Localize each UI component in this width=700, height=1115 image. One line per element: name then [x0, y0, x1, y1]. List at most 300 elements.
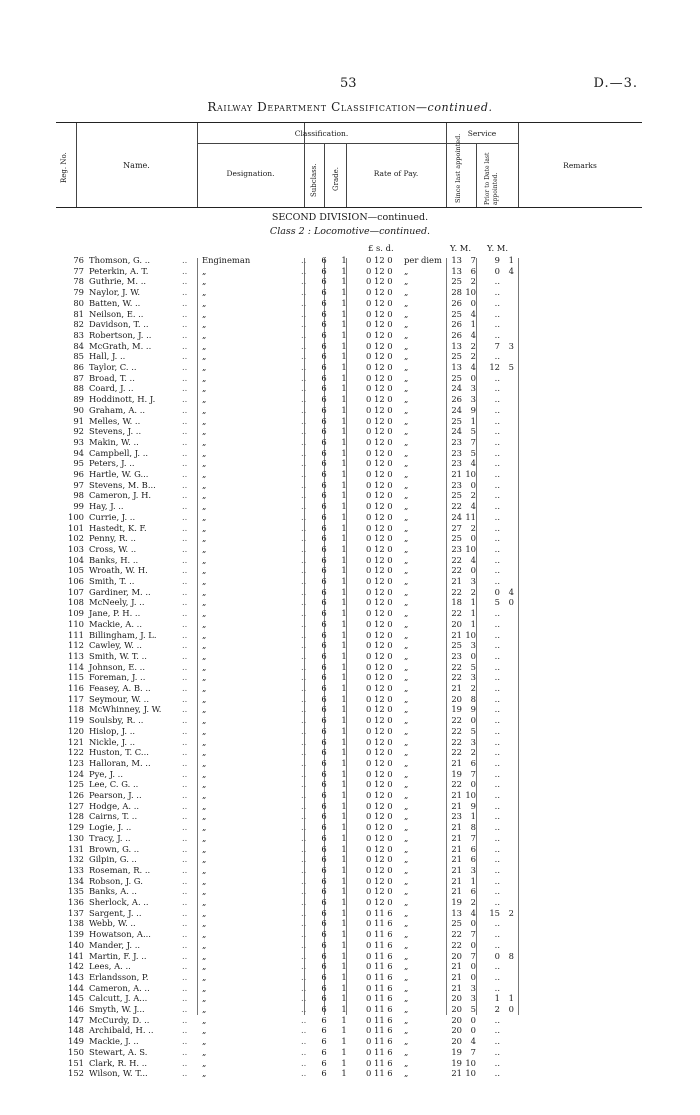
subclass: 6 — [321, 511, 327, 522]
table-row — [56, 1015, 642, 1026]
leader-dots: .. — [301, 650, 307, 661]
since-months: 7 — [470, 950, 476, 961]
reg-number: 118 — [68, 704, 84, 715]
leader-dots: .. — [182, 436, 188, 447]
employee-name: Seymour, W. .. — [89, 693, 149, 704]
pay-period: „ — [404, 265, 409, 276]
table-row — [56, 876, 642, 887]
leader-dots: .. — [301, 897, 307, 907]
leader-dots: .. — [182, 533, 188, 544]
leader-dots: .. — [301, 533, 307, 544]
reg-number: 136 — [68, 897, 84, 907]
subclass: 6 — [321, 436, 327, 447]
table-row — [56, 951, 642, 962]
subclass: 6 — [321, 864, 327, 875]
pay-period: „ — [404, 907, 409, 918]
pay-period: „ — [404, 704, 409, 715]
rate-of-pay: 0 11 6 — [366, 1046, 393, 1057]
designation: „ — [202, 618, 207, 629]
leader-dots: .. — [301, 447, 307, 458]
designation: „ — [202, 362, 207, 372]
table-row — [56, 1047, 642, 1058]
table-row — [56, 373, 642, 384]
since-years: 13 — [451, 340, 462, 351]
leader-dots: .. — [182, 522, 188, 533]
since-years: 23 — [451, 811, 462, 822]
prior-years: .. — [494, 629, 500, 640]
since-months: 0 — [470, 779, 476, 790]
leader-dots: .. — [301, 822, 307, 833]
grade: 1 — [341, 1025, 347, 1036]
since-months: 11 — [465, 511, 476, 522]
designation: „ — [202, 522, 207, 533]
since-months: 5 — [470, 661, 476, 672]
prior-years: .. — [494, 1057, 500, 1068]
employee-name: Erlandsson, P. — [89, 971, 149, 982]
since-months: 7 — [470, 1046, 476, 1057]
table-row — [56, 983, 642, 994]
reg-number: 124 — [68, 768, 84, 779]
prior-years: .. — [494, 618, 500, 629]
since-years: 25 — [451, 490, 462, 501]
table-row — [56, 597, 642, 608]
table-row — [56, 458, 642, 469]
table-row — [56, 298, 642, 309]
since-years: 22 — [451, 779, 462, 790]
employee-name: Johnson, E. .. — [89, 661, 146, 672]
since-months: 10 — [465, 287, 476, 298]
grade: 1 — [341, 436, 347, 447]
rate-of-pay: 0 11 6 — [366, 971, 393, 982]
employee-name: Wroath, W. H. — [89, 565, 148, 576]
since-months: 5 — [470, 1004, 476, 1014]
leader-dots: .. — [301, 1014, 307, 1025]
subclass: 6 — [321, 319, 327, 330]
pay-period: „ — [404, 747, 409, 758]
leader-dots: .. — [182, 864, 188, 875]
since-months: 10 — [465, 469, 476, 479]
since-years: 25 — [451, 276, 462, 287]
since-years: 25 — [451, 372, 462, 383]
grade: 1 — [341, 779, 347, 790]
grade: 1 — [341, 822, 347, 833]
designation: „ — [202, 875, 207, 886]
table-row — [56, 619, 642, 630]
since-months: 1 — [470, 597, 476, 608]
since-years: 22 — [451, 565, 462, 576]
designation: „ — [202, 447, 207, 458]
reg-number: 143 — [68, 971, 84, 982]
leader-dots: .. — [182, 961, 188, 972]
table-row — [56, 405, 642, 416]
table-row — [56, 512, 642, 523]
leader-dots: .. — [301, 693, 307, 704]
pay-period: „ — [404, 650, 409, 661]
since-months: 0 — [470, 650, 476, 661]
leader-dots: .. — [301, 725, 307, 736]
rate-of-pay: 0 11 6 — [366, 1068, 393, 1079]
prior-years: .. — [494, 715, 500, 726]
grade: 1 — [341, 725, 347, 736]
prior-years: 9 — [494, 255, 500, 265]
reg-number: 122 — [68, 747, 84, 758]
reg-number: 115 — [68, 672, 84, 683]
since-years: 22 — [451, 929, 462, 940]
employee-name: Gilpin, G. .. — [89, 854, 137, 865]
designation: Engineman — [202, 255, 251, 265]
since-years: 25 — [451, 351, 462, 362]
pay-period: „ — [404, 1057, 409, 1068]
employee-name: Mackie, A. .. — [89, 618, 142, 629]
employee-name: Tracy, J. .. — [89, 832, 131, 843]
since-years: 25 — [451, 533, 462, 544]
table-row — [56, 811, 642, 822]
since-years: 13 — [451, 907, 462, 918]
since-months: 0 — [470, 971, 476, 982]
since-months: 1 — [470, 618, 476, 629]
grade: 1 — [341, 490, 347, 501]
subclass: 6 — [321, 929, 327, 940]
leader-dots: .. — [182, 586, 188, 597]
pay-period: „ — [404, 586, 409, 597]
designation: „ — [202, 661, 207, 672]
prior-months: 0 — [508, 597, 514, 608]
leader-dots: .. — [182, 897, 188, 907]
designation: „ — [202, 586, 207, 597]
designation: „ — [202, 415, 207, 426]
grade: 1 — [341, 340, 347, 351]
subclass-header: Subclass. — [310, 163, 318, 197]
pay-period: „ — [404, 993, 409, 1004]
table-row — [56, 1068, 642, 1079]
prior-years: .. — [494, 650, 500, 661]
leader-dots: .. — [301, 715, 307, 726]
pay-period: „ — [404, 1036, 409, 1047]
leader-dots: .. — [301, 704, 307, 715]
pay-period: „ — [404, 1025, 409, 1036]
prior-years: .. — [494, 511, 500, 522]
prior-years: .. — [494, 864, 500, 875]
designation: „ — [202, 843, 207, 854]
reg-number: 114 — [68, 661, 84, 672]
subclass: 6 — [321, 1014, 327, 1025]
subclass: 6 — [321, 1068, 327, 1079]
leader-dots: .. — [301, 1025, 307, 1036]
employee-name: Banks, A. .. — [89, 886, 137, 897]
leader-dots: .. — [182, 757, 188, 768]
employee-name: Peterkin, A. T. — [89, 265, 149, 276]
leader-dots: .. — [182, 779, 188, 790]
since-years: 21 — [451, 822, 462, 833]
reg-number: 107 — [68, 586, 84, 597]
since-months: 3 — [470, 576, 476, 586]
title-suffix: —continued. — [415, 101, 493, 114]
grade: 1 — [341, 790, 347, 800]
pay-period: „ — [404, 479, 409, 490]
subclass: 6 — [321, 779, 327, 790]
leader-dots: .. — [182, 747, 188, 758]
employee-name: Sargent, J. .. — [89, 907, 142, 918]
since-months: 4 — [470, 308, 476, 319]
designation: „ — [202, 1057, 207, 1068]
grade: 1 — [341, 907, 347, 918]
designation: „ — [202, 543, 207, 554]
prior-years: .. — [494, 1036, 500, 1047]
since-years: 21 — [451, 790, 462, 800]
employee-name: McGrath, M. .. — [89, 340, 152, 351]
reg-number: 149 — [68, 1036, 84, 1047]
designation: „ — [202, 308, 207, 319]
designation: „ — [202, 533, 207, 544]
grade: 1 — [341, 276, 347, 287]
subclass: 6 — [321, 308, 327, 319]
prior-years: .. — [494, 790, 500, 800]
since-months: 4 — [470, 329, 476, 340]
since-years: 22 — [451, 672, 462, 683]
leader-dots: .. — [301, 543, 307, 554]
designation: „ — [202, 469, 207, 479]
grade: 1 — [341, 971, 347, 982]
employee-name: Roseman, R. .. — [89, 864, 151, 875]
leader-dots: .. — [301, 661, 307, 672]
rate-of-pay: 0 12 0 — [366, 511, 393, 522]
table-row — [56, 865, 642, 876]
reg-number: 89 — [73, 394, 84, 405]
since-years: 23 — [451, 458, 462, 469]
reg-number: 128 — [68, 811, 84, 822]
prior-to-date-header: Prior to Date last appointed. — [484, 152, 499, 205]
designation: „ — [202, 854, 207, 865]
prior-years: 0 — [494, 950, 500, 961]
leader-dots: .. — [301, 501, 307, 512]
employee-name: Jane, P. H. .. — [89, 608, 141, 619]
subclass: 6 — [321, 533, 327, 544]
designation: „ — [202, 1036, 207, 1047]
table-row — [56, 576, 642, 587]
table-row — [56, 341, 642, 352]
prior-months: 2 — [508, 907, 514, 918]
employee-name: Robertson, J. .. — [89, 329, 152, 340]
grade: 1 — [341, 511, 347, 522]
table-row — [56, 255, 642, 266]
pay-period: „ — [404, 436, 409, 447]
since-months: 7 — [470, 768, 476, 779]
designation: „ — [202, 265, 207, 276]
employee-name: Neilson, E. .. — [89, 308, 144, 319]
since-years: 21 — [451, 832, 462, 843]
leader-dots: .. — [182, 790, 188, 800]
designation: „ — [202, 1046, 207, 1057]
leader-dots: .. — [301, 971, 307, 982]
designation: „ — [202, 554, 207, 565]
grade-header: Grade. — [332, 167, 340, 191]
employee-name: Hodge, A. .. — [89, 800, 140, 811]
since-months: 6 — [470, 757, 476, 768]
subclass: 6 — [321, 522, 327, 533]
leader-dots: .. — [301, 287, 307, 298]
reg-number: 110 — [68, 618, 84, 629]
pay-period: „ — [404, 779, 409, 790]
since-units: Y. M. — [450, 243, 472, 253]
pay-period: „ — [404, 340, 409, 351]
reg-number: 129 — [68, 822, 84, 833]
rate-of-pay: 0 12 0 — [366, 875, 393, 886]
prior-years: .. — [494, 747, 500, 758]
employee-name: Archibald, H. .. — [89, 1025, 154, 1036]
designation: „ — [202, 608, 207, 619]
reg-number: 142 — [68, 961, 84, 972]
subclass: 6 — [321, 886, 327, 897]
pay-period: „ — [404, 276, 409, 287]
subclass: 6 — [321, 458, 327, 469]
grade: 1 — [341, 319, 347, 330]
pay-period: „ — [404, 661, 409, 672]
leader-dots: .. — [182, 447, 188, 458]
table-row — [56, 993, 642, 1004]
pay-period: „ — [404, 576, 409, 586]
prior-years: .. — [494, 800, 500, 811]
designation: „ — [202, 672, 207, 683]
reg-number: 123 — [68, 757, 84, 768]
employee-name: Howatson, A... — [89, 929, 151, 940]
since-months: 2 — [470, 522, 476, 533]
leader-dots: .. — [182, 939, 188, 950]
leader-dots: .. — [182, 329, 188, 340]
since-years: 21 — [451, 886, 462, 897]
rate-of-pay: 0 11 6 — [366, 918, 393, 929]
table-row — [56, 908, 642, 919]
table-row — [56, 1025, 642, 1036]
subclass: 6 — [321, 1025, 327, 1036]
employee-name: Halloran, M. .. — [89, 757, 151, 768]
subclass: 6 — [321, 351, 327, 362]
rate-of-pay: 0 12 0 — [366, 308, 393, 319]
reg-number: 104 — [68, 554, 84, 565]
leader-dots: .. — [182, 597, 188, 608]
table-row — [56, 448, 642, 459]
reg-number: 102 — [68, 533, 84, 544]
prior-months: 4 — [508, 265, 514, 276]
name-header: Name. — [123, 161, 150, 170]
since-months: 2 — [470, 683, 476, 693]
employee-name: Makin, W. .. — [89, 436, 139, 447]
rate-of-pay: 0 12 0 — [366, 650, 393, 661]
subclass: 6 — [321, 501, 327, 512]
designation: „ — [202, 479, 207, 490]
employee-name: Martin, F. J. .. — [89, 950, 147, 961]
grade: 1 — [341, 586, 347, 597]
subclass: 6 — [321, 640, 327, 651]
table-row — [56, 362, 642, 373]
prior-months: 3 — [508, 340, 514, 351]
prior-years: .. — [494, 897, 500, 907]
grade: 1 — [341, 672, 347, 683]
prior-months: 8 — [508, 950, 514, 961]
prior-years: .. — [494, 811, 500, 822]
table-row — [56, 351, 642, 362]
rate-of-pay: 0 11 6 — [366, 961, 393, 972]
subclass: 6 — [321, 608, 327, 619]
since-years: 21 — [451, 843, 462, 854]
employee-name: Calcutt, J. A... — [89, 993, 148, 1004]
since-years: 22 — [451, 501, 462, 512]
leader-dots: .. — [182, 576, 188, 586]
reg-number: 113 — [68, 650, 84, 661]
leader-dots: .. — [182, 276, 188, 287]
subclass: 6 — [321, 554, 327, 565]
leader-dots: .. — [182, 982, 188, 993]
rate-of-pay: 0 12 0 — [366, 565, 393, 576]
leader-dots: .. — [301, 939, 307, 950]
grade: 1 — [341, 800, 347, 811]
since-years: 21 — [451, 982, 462, 993]
leader-dots: .. — [301, 618, 307, 629]
since-years: 22 — [451, 747, 462, 758]
pay-period: „ — [404, 757, 409, 768]
leader-dots: .. — [182, 511, 188, 522]
leader-dots: .. — [301, 811, 307, 822]
rate-of-pay: 0 12 0 — [366, 768, 393, 779]
subclass: 6 — [321, 768, 327, 779]
reg-number: 85 — [73, 351, 84, 362]
table-row — [56, 276, 642, 287]
employee-name: Logie, J. .. — [89, 822, 132, 833]
subclass: 6 — [321, 490, 327, 501]
subclass: 6 — [321, 683, 327, 693]
prior-years: .. — [494, 757, 500, 768]
employee-name: Cameron, A. .. — [89, 982, 150, 993]
page-number: 53 — [340, 76, 357, 91]
rate-of-pay: 0 12 0 — [366, 458, 393, 469]
since-years: 20 — [451, 618, 462, 629]
reg-number: 79 — [73, 287, 84, 298]
pay-period: „ — [404, 961, 409, 972]
subclass: 6 — [321, 736, 327, 747]
prior-years: .. — [494, 886, 500, 897]
since-years: 22 — [451, 725, 462, 736]
table-row — [56, 844, 642, 855]
rate-of-pay: 0 12 0 — [366, 447, 393, 458]
leader-dots: .. — [301, 265, 307, 276]
grade: 1 — [341, 1014, 347, 1025]
employee-name: Currie, J. .. — [89, 511, 136, 522]
leader-dots: .. — [182, 618, 188, 629]
grade: 1 — [341, 1057, 347, 1068]
table-row — [56, 929, 642, 940]
reg-number: 86 — [73, 362, 84, 372]
employee-name: Cameron, J. H. — [89, 490, 152, 501]
since-months: 9 — [470, 404, 476, 415]
since-months: 10 — [465, 629, 476, 640]
leader-dots: .. — [301, 404, 307, 415]
subclass: 6 — [321, 939, 327, 950]
leader-dots: .. — [182, 501, 188, 512]
grade: 1 — [341, 929, 347, 940]
subclass: 6 — [321, 372, 327, 383]
table-row — [56, 640, 642, 651]
since-years: 21 — [451, 875, 462, 886]
reg-number: 92 — [73, 426, 84, 437]
rate-of-pay: 0 12 0 — [366, 597, 393, 608]
since-months: 4 — [470, 362, 476, 372]
pay-period: „ — [404, 897, 409, 907]
prior-years: .. — [494, 640, 500, 651]
pay-period: „ — [404, 1004, 409, 1014]
leader-dots: .. — [301, 415, 307, 426]
rate-of-pay: 0 12 0 — [366, 340, 393, 351]
leader-dots: .. — [182, 1068, 188, 1079]
pay-period: „ — [404, 971, 409, 982]
